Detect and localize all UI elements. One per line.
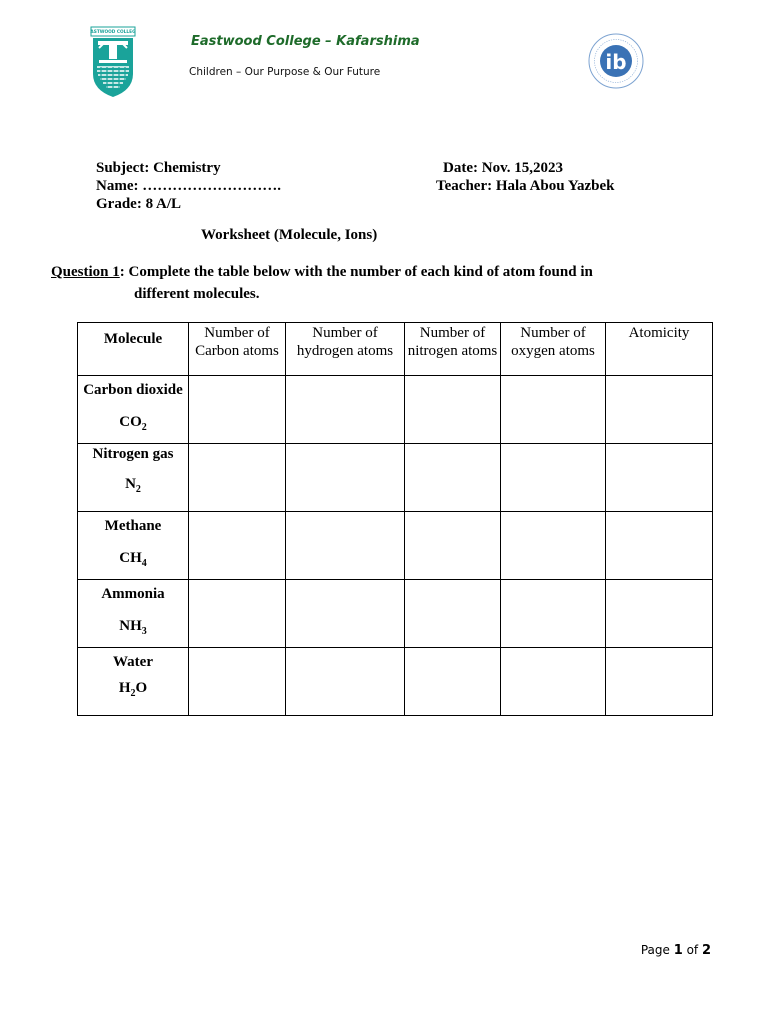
answer-cell-nitrogen[interactable]	[405, 444, 501, 512]
student-name-field: Name: ……………………….	[96, 178, 281, 194]
eastwood-college-logo	[90, 26, 136, 98]
school-motto: Children – Our Purpose & Our Future	[189, 66, 381, 78]
answer-cell-carbon[interactable]	[189, 512, 286, 580]
answer-cell-atomicity[interactable]	[606, 512, 713, 580]
molecule-formula: $N_2$	[125, 476, 141, 495]
molecule-name: Ammonia	[101, 586, 165, 602]
answer-cell-carbon[interactable]	[189, 648, 286, 716]
subject-label: Subject: Chemistry	[96, 160, 221, 176]
table-row	[78, 648, 713, 716]
answer-cell-atomicity[interactable]	[606, 376, 713, 444]
answer-cell-atomicity[interactable]	[606, 648, 713, 716]
answer-cell-oxygen[interactable]	[501, 512, 606, 580]
answer-cell-hydrogen[interactable]	[286, 512, 405, 580]
date-label: Date: Nov. 15,2023	[443, 160, 563, 176]
molecule-name: Nitrogen gas	[92, 446, 174, 462]
molecule-formula: $NH_3$	[119, 618, 147, 637]
molecule-formula: $CH_4$	[119, 550, 147, 569]
molecule-formula: $CO_2$	[119, 414, 147, 433]
ib-world-school-logo	[587, 32, 645, 90]
worksheet-title: Worksheet (Molecule, Ions)	[201, 227, 378, 243]
table-row	[78, 444, 713, 512]
eastwood-college-crest-icon	[90, 26, 136, 98]
answer-cell-oxygen[interactable]	[501, 580, 606, 648]
answer-cell-hydrogen[interactable]	[286, 444, 405, 512]
table-row	[78, 512, 713, 580]
answer-cell-oxygen[interactable]	[501, 376, 606, 444]
answer-cell-carbon[interactable]	[189, 376, 286, 444]
header-carbon-atoms: Number of Carbon atoms	[189, 323, 286, 376]
atom-count-table	[77, 322, 713, 716]
answer-cell-atomicity[interactable]	[606, 444, 713, 512]
ib-world-school-logo-icon	[587, 32, 645, 90]
molecule-formula: $H_2O$	[118, 680, 148, 699]
table-header-row	[78, 323, 713, 376]
teacher-label: Teacher: Hala Abou Yazbek	[436, 178, 615, 194]
page-number: Page 1 of 2	[640, 943, 711, 958]
table-row	[78, 376, 713, 444]
answer-cell-nitrogen[interactable]	[405, 648, 501, 716]
answer-cell-nitrogen[interactable]	[405, 580, 501, 648]
answer-cell-hydrogen[interactable]	[286, 648, 405, 716]
header-hydrogen-atoms: Number of hydrogen atoms	[286, 323, 405, 376]
answer-cell-hydrogen[interactable]	[286, 376, 405, 444]
question-1-label: Question 1	[51, 264, 120, 280]
answer-cell-carbon[interactable]	[189, 444, 286, 512]
header-nitrogen-atoms: Number of nitrogen atoms	[405, 323, 501, 376]
answer-cell-nitrogen[interactable]	[405, 376, 501, 444]
answer-cell-oxygen[interactable]	[501, 648, 606, 716]
answer-cell-oxygen[interactable]	[501, 444, 606, 512]
grade-label: Grade: 8 A/L	[96, 196, 181, 212]
answer-cell-carbon[interactable]	[189, 580, 286, 648]
answer-cell-hydrogen[interactable]	[286, 580, 405, 648]
table-row	[78, 580, 713, 648]
question-1-text	[51, 264, 593, 281]
header-atomicity: Atomicity	[606, 323, 713, 376]
molecule-cell	[78, 648, 189, 716]
logo-text-line1: EASTWOOD COLLEGE	[90, 30, 136, 35]
molecule-name: Methane	[104, 518, 162, 534]
molecule-cell	[78, 580, 189, 648]
question-1-text-line2: different molecules.	[134, 286, 260, 302]
answer-cell-atomicity[interactable]	[606, 580, 713, 648]
answer-cell-nitrogen[interactable]	[405, 512, 501, 580]
ib-logo-text: ib	[605, 50, 627, 74]
header-molecule: Molecule	[78, 323, 189, 376]
molecule-cell	[78, 512, 189, 580]
molecule-name: Carbon dioxide	[83, 382, 183, 398]
header-oxygen-atoms: Number of oxygen atoms	[501, 323, 606, 376]
molecule-cell	[78, 376, 189, 444]
molecule-cell	[78, 444, 189, 512]
school-name: Eastwood College – Kafarshima	[191, 34, 420, 49]
question-1-text-line1: : Complete the table below with the number of each kind of atom found in	[119, 264, 593, 280]
molecule-name: Water	[113, 654, 153, 670]
